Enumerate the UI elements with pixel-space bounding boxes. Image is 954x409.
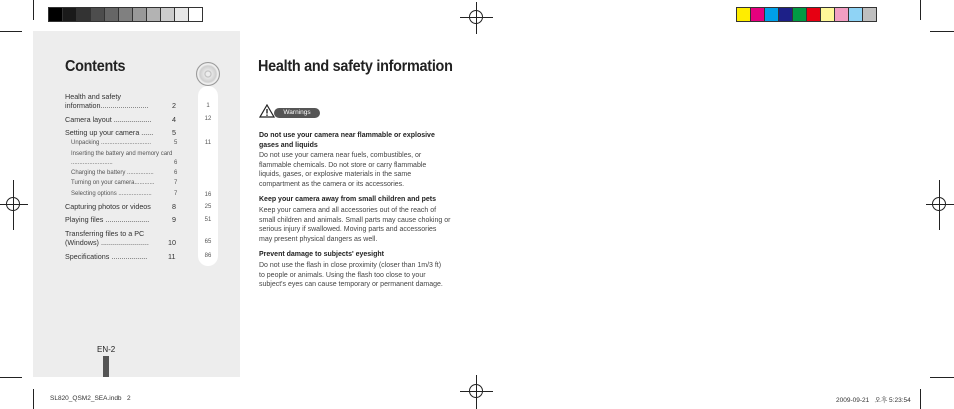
toc-sub-num-turning-on: 7 xyxy=(174,180,178,186)
toc-sub-num-charging: 6 xyxy=(174,170,178,176)
color-swatch xyxy=(806,7,821,22)
section-body: Do not use the flash in close proximity (closer than 1m/3 ft) to people or animals. Using the flash too close to your subject's eyes can cause temporary or permanent damage. xyxy=(259,262,443,289)
page-ref: 65 xyxy=(204,239,212,245)
page-title: Health and safety information xyxy=(258,58,453,75)
toc-item-playing[interactable]: Playing files ...................... xyxy=(65,215,150,224)
toc-num-setting-up: 5 xyxy=(172,128,176,137)
toc-item-transferring[interactable]: Transferring files to a PC (Windows) ........................ xyxy=(65,229,149,247)
color-swatch xyxy=(750,7,765,22)
color-swatch xyxy=(736,7,751,22)
color-swatch xyxy=(834,7,849,22)
page-ref: 12 xyxy=(204,116,212,122)
cd-icon xyxy=(196,62,220,86)
color-swatch xyxy=(160,7,175,22)
page-tab-marker xyxy=(103,356,109,377)
toc-item-setting-up[interactable]: Setting up your camera ...... xyxy=(65,128,154,137)
color-swatch xyxy=(76,7,91,22)
toc-num-playing: 9 xyxy=(172,215,176,224)
page-label: EN-2 xyxy=(97,345,116,354)
color-swatch xyxy=(118,7,133,22)
section-heading: Prevent damage to subjects' eyesight xyxy=(259,251,384,258)
toc-num-specifications: 11 xyxy=(168,252,176,261)
section-body: Keep your camera and all accessories out of the reach of small children and animals. Small parts may cause choking or serious injury if swallowed. Moving parts and accessories may present physical dangers as well. xyxy=(259,207,451,244)
left-color-bar xyxy=(48,7,202,22)
color-swatch xyxy=(188,7,203,22)
color-swatch xyxy=(792,7,807,22)
color-swatch xyxy=(48,7,63,22)
file-name: SL820_QSM2_SEA.indb 2 xyxy=(50,395,131,402)
section-heading: Keep your camera away from small children and pets xyxy=(259,196,437,203)
toc-item-camera-layout[interactable]: Camera layout ................... xyxy=(65,115,152,124)
contents-title: Contents xyxy=(65,58,126,75)
warning-icon xyxy=(259,104,275,118)
toc-sub-inserting[interactable]: Inserting the battery and memory card ......................... xyxy=(71,151,173,166)
color-swatch xyxy=(132,7,147,22)
page-ref: 16 xyxy=(204,192,212,198)
toc-num-health: 2 xyxy=(172,101,176,110)
toc-sub-selecting[interactable]: Selecting options .................... xyxy=(71,191,152,197)
timestamp: 2009-09-21 오후 5:23:54 xyxy=(836,397,911,404)
toc-item-capturing[interactable]: Capturing photos or videos xyxy=(65,202,151,211)
toc-num-camera-layout: 4 xyxy=(172,115,176,124)
color-swatch xyxy=(146,7,161,22)
page-ref: 11 xyxy=(204,140,212,146)
section-body: Do not use your camera near fuels, combustibles, or flammable chemicals. Do not store or carry flammable liquids, gases, or explosive materials in the same compartment as the camera or its accessories. xyxy=(259,152,427,189)
color-swatch xyxy=(104,7,119,22)
page-ref: 86 xyxy=(204,253,212,259)
toc-num-transferring: 10 xyxy=(168,238,176,247)
toc-sub-num-unpacking: 5 xyxy=(174,140,178,146)
color-swatch xyxy=(764,7,779,22)
toc-item-health[interactable]: Health and safety information........................ xyxy=(65,92,149,110)
toc-num-capturing: 8 xyxy=(172,202,176,211)
page-ref: 1 xyxy=(206,103,210,109)
color-swatch xyxy=(778,7,793,22)
warnings-badge: Warnings xyxy=(274,108,320,118)
toc-sub-unpacking[interactable]: Unpacking .............................. xyxy=(71,140,152,146)
color-swatch xyxy=(174,7,189,22)
color-swatch xyxy=(848,7,863,22)
toc-sub-charging[interactable]: Charging the battery ................ xyxy=(71,170,154,176)
toc-sub-num-inserting: 6 xyxy=(174,160,178,166)
color-swatch xyxy=(62,7,77,22)
right-color-bar xyxy=(736,7,876,22)
color-swatch xyxy=(90,7,105,22)
section-heading: Do not use your camera near flammable or explosive gases and liquids xyxy=(259,132,435,149)
color-swatch xyxy=(820,7,835,22)
toc-sub-num-selecting: 7 xyxy=(174,191,178,197)
page-ref: 25 xyxy=(204,204,212,210)
toc-item-specifications[interactable]: Specifications .................. xyxy=(65,252,148,261)
toc-sub-turning-on[interactable]: Turning on your camera............ xyxy=(71,180,155,186)
color-swatch xyxy=(862,7,877,22)
page-ref: 51 xyxy=(204,217,212,223)
